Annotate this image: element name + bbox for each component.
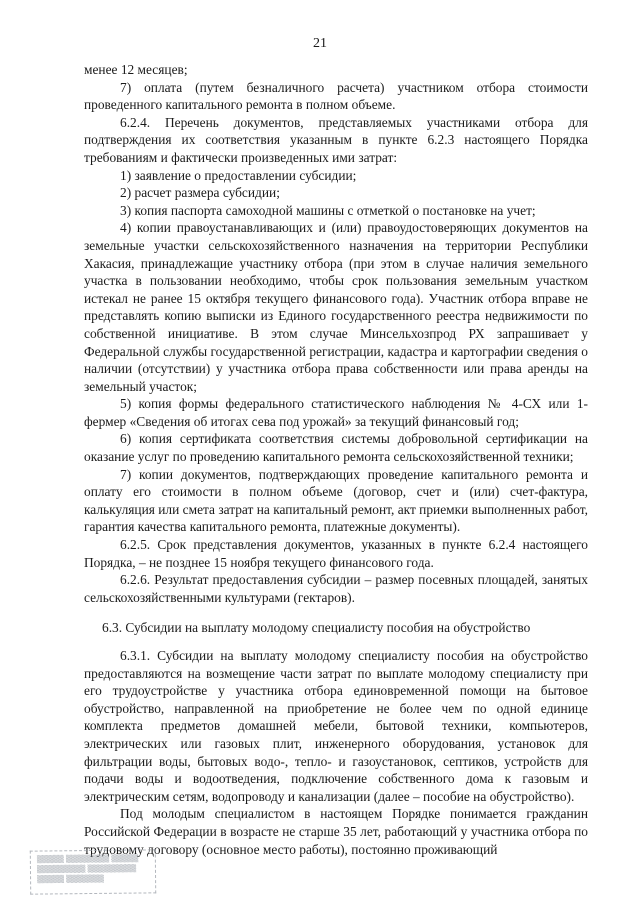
list-item: 5) копия формы федерального статистического наблюдения № 4-СХ или 1-фермер «Сведения об итогах сева под урожай» за текущий финансовый год; bbox=[84, 396, 588, 429]
paragraph: 6.3.1. Субсидии на выплату молодому специалисту пособия на обустройство предоставляются на возмещение части затрат по выплате молодому специалисту при его трудоустройстве у участника отбора единовременной помощи на бытовое обустройство, направленной на приобретение не более чем по одной единице комплекта предметов домашней мебели, бытовой техники, компьютеров, электрических или газовых плит, инженерного оборудования, установок для фильтрации воды, бытовых водо-, тепло- и газоустановок, септиков, устройств для подачи воды и водоотведения, подключение собственного дома к газовым и электрическим сетям, водопроводу и канализации (далее – пособие на обустройство). bbox=[84, 648, 588, 804]
paragraph: менее 12 месяцев; bbox=[84, 62, 188, 77]
list-item: 2) расчет размера субсидии; bbox=[120, 185, 280, 201]
list-item: 7) копии документов, подтверждающих проведение капитального ремонта и оплату его стоимости в полном объеме (договор, счет и (или) счет-фактура, калькуляция или смета затрат на капитальный ремонт, акт приемки выполненных работ, гарантия качества капитального ремонта, платежные документы). bbox=[84, 466, 588, 535]
paragraph: 6.2.5. Срок представления документов, указанных в пункте 6.2.4 настоящего Порядка, – не позднее 15 ноября текущего финансового года. bbox=[84, 537, 588, 570]
document-body bbox=[84, 61, 588, 858]
section-heading: 6.3. Субсидии на выплату молодому специалисту пособия на обустройство bbox=[102, 620, 531, 636]
paragraph: 6.2.4. Перечень документов, представляемых участниками отбора для подтверждения их соответствия указанным в пункте 6.2.3 настоящего Порядка требованиям и фактически произведенных ими затрат: bbox=[84, 114, 588, 165]
paragraph: 6.2.6. Результат предоставления субсидии – размер посевных площадей, занятых сельскохозяйственными культурами (гектаров). bbox=[84, 572, 588, 605]
list-item: 6) копия сертификата соответствия системы добровольной сертификации на оказание услуг по проведению капитального ремонта сельскохозяйственной техники; bbox=[84, 431, 588, 465]
page-number: 21 bbox=[313, 36, 327, 51]
paragraph: Под молодым специалистом в настоящем Порядке понимается гражданин Российской Федерации в возрасте не старше 35 лет, работающий у участника отбора по трудовому договору (основное место работы), постоянно проживающий bbox=[84, 806, 588, 857]
list-item: 1) заявление о предоставлении субсидии; bbox=[120, 167, 357, 183]
list-item: 3) копия паспорта самоходной машины с отметкой о постановке на учет; bbox=[120, 202, 536, 218]
faded-stamp: ▒▒▒▒▒ ▒▒▒▒▒▒▒▒ ▒▒▒▒▒ ▒▒▒▒▒▒▒▒▒ ▒▒▒▒▒▒▒▒▒ ▒▒▒▒▒ ▒▒▒▒▒▒▒ bbox=[30, 849, 156, 894]
paragraph: 7) оплата (путем безналичного расчета) участником отбора стоимости проведенного капитального ремонта в полном объеме. bbox=[84, 79, 588, 113]
list-item: 4) копии правоустанавливающих и (или) правоудостоверяющих документов на земельные участки сельскохозяйственного назначения на территории Республики Хакасия, принадлежащие участнику отбора (при этом в случае наличия земельного участка в пользовании необходимо, чтобы срок пользования земельным участком истекал не ранее 15 октября текущего финансового года). Участник отбора вправе не представлять копию выписки из Единого государственного реестра недвижимости по собственной инициативе. В этом случае Минсельхозпрод РХ запрашивает у Федеральной службы государственной регистрации, кадастра и картографии сведения о наличии (отсутствии) у участника отбора права собственности или права аренды на земельный участок; bbox=[84, 220, 588, 394]
